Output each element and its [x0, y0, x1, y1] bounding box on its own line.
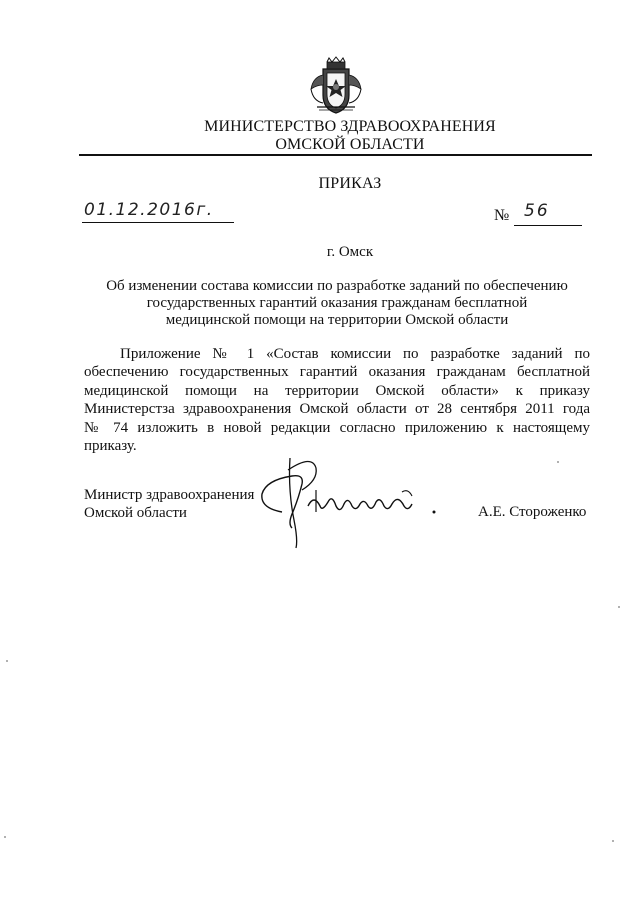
scan-speck — [618, 606, 620, 608]
number-sign: № — [494, 207, 510, 224]
subject-line: государственных гарантий оказания гражданам бесплатной — [146, 295, 528, 311]
number-underline — [514, 225, 582, 226]
order-number-field — [494, 201, 594, 231]
ministry-name-line1: МИНИСТЕРСТВО ЗДРАВООХРАНЕНИЯ — [204, 118, 496, 135]
scan-speck — [557, 461, 559, 463]
body-line: медицинской помощи на территории Омской области» к приказу — [84, 382, 590, 399]
signatory-position-line1: Министр здравоохранения — [84, 487, 255, 503]
document-city: г. Омск — [326, 244, 374, 260]
body-line: Министерстза здравоохранения Омской области от 28 сентября 2011 года — [84, 401, 590, 418]
body-line: № 74 изложить в новой редакции согласно приложению к настоящему — [84, 419, 590, 436]
body-line: обеспечению государственных гарантий оказания гражданам бесплатной — [84, 364, 590, 381]
subject-line: медицинской помощи на территории Омской области — [165, 312, 509, 328]
order-number-handwritten: 56 — [524, 201, 550, 221]
header-divider — [79, 154, 592, 156]
signatory-position — [84, 486, 254, 522]
body-line: Приложение № 1 «Состав комиссии по разработке заданий по — [120, 346, 590, 362]
body-line: приказу. — [84, 438, 137, 455]
order-subject — [80, 278, 594, 329]
scan-speck — [4, 836, 6, 838]
coat-of-arms-emblem — [305, 55, 367, 117]
subject-line: Об изменении состава комиссии по разработке заданий по обеспечению — [106, 278, 568, 294]
date-underline — [82, 222, 234, 223]
handwritten-signature — [252, 450, 442, 550]
order-date-field — [82, 200, 234, 226]
scan-speck — [612, 840, 614, 842]
ministry-name-line2: ОМСКОЙ ОБЛАСТИ — [275, 136, 425, 153]
order-body — [84, 345, 590, 455]
order-date-handwritten: 01.12.2016г. — [84, 200, 214, 220]
scan-speck — [6, 660, 8, 662]
signatory-position-line2: Омской области — [84, 505, 187, 521]
document-type: ПРИКАЗ — [318, 175, 382, 192]
signatory-name: А.Е. Стороженко — [478, 504, 587, 520]
